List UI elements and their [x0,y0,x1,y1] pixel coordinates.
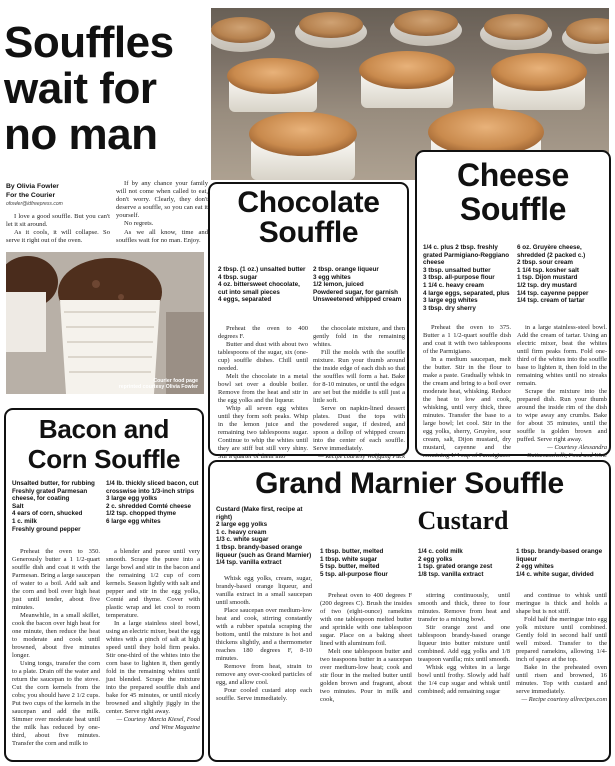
ingredient: 6 oz. Gruyère cheese, shredded (2 packed c.) [517,244,586,259]
instruction: and continue to whisk until meringue is thick and holds a shape but is not stiff. [516,592,607,616]
ingredient: 2 c. shredded Comté cheese [106,502,192,510]
ingredient: 1/4 c. plus 2 tbsp. freshly grated Parmigiano-Reggiano cheese [423,244,510,267]
intro-paragraph: No regrets. [124,220,154,228]
instruction: Using tongs, transfer the corn to a plate. Drain off the water and return the saucepan to the stove. Cut the corn kernels from the cobs; you should have 2 1/2 cups. Put two cups of the kernels in the saucepan and add the milk. Simmer over moderate heat until the milk has reduced by one-third, about five minutes. Transfer the corn and milk to [12,660,100,747]
custard-subtitle: Custard [417,506,509,535]
ingredient: 1/4 tsp. cream of tartar [517,297,585,305]
instruction: Bake in the preheated oven until risen and browned, 16 minutes. Top with custard and serve immediately. [516,664,607,696]
ingredient: 2 tbsp. sour cream [517,259,573,267]
custard-ingredients [216,506,312,567]
recipe-credit: — Courtesy Marcia Kiesel, Food and Wine Magazine [116,716,200,731]
column-4-instructions [516,592,607,704]
chocolate-souffle-illustration [6,252,204,394]
photo-caption-line: Courier food page [153,377,198,384]
title-line: Souffle [459,191,567,227]
ingredient: Custard (Make first, recipe at right) [216,506,303,521]
headline-line: Souffles [4,18,174,67]
instruction: Preheat the oven to 350. Generously butter a 1 1/2-quart souffle dish and coat it with the Parmesan. Bring a large saucepan of water to a boil. Add salt and the corn and boil over high heat just until tender, about five minutes. [12,548,100,611]
bacon-title [6,414,202,474]
ingredient: 2 tbsp. (1 oz.) unsalted butter [218,266,306,273]
ingredient: 1/3 c. white sugar [216,536,269,544]
instruction: Pour cooled custard atop each souffle. Serve immediately. [216,686,312,702]
bacon-instructions-right [106,548,200,732]
ingredient: 5 tsp. all-purpose flour [320,570,388,578]
ingredient: 5 tsp. butter, melted [320,563,380,571]
recipe-credit: — Recipe courtesy allrecipes.com [521,696,607,704]
chocolate-instructions-left [218,325,308,461]
ingredient: Powdered sugar, for garnish [313,288,399,296]
byline-author: By Olivia Fowler [6,183,59,190]
ingredient: 2 egg yolks [418,555,453,563]
bacon-corn-souffle-box [4,408,204,762]
intro-paragraph: I love a good souffle. But you can't let it sit around. [6,213,110,229]
instruction: Remove from heat, strain to remove any over-cooked particles of egg, and allow cool. [216,662,312,686]
ingredient: 1/4 tsp. cayenne pepper [517,289,589,297]
cheese-instructions-right [517,324,607,468]
bacon-ingredients-left [12,480,100,533]
instruction: Melt one tablespoon butter and two teaspoons butter in a saucepan over medium-low heat; cook and stir flour in the melted butter until golden brown and fragrant, about two minutes. Pour in milk and cook, [320,648,412,704]
ingredient: 3 large egg yolks [106,495,158,503]
instruction: Stir orange zest and one tablespoon brandy-based orange liqueur into butter mixture until combined. Add egg yolks and 1/8 teaspoon vanilla; mix until smooth. [418,624,510,664]
custard-column [216,506,312,703]
ingredient: 1 1/4 c. heavy cream [423,281,484,289]
ingredient: 2 large egg yolks [216,521,268,529]
title-line: Souffle [258,216,359,249]
chocolate-souffle-photo [6,252,204,394]
instruction: in a large stainless-steel bowl. Add the cream of tartar. Using an electric mixer, beat the whites until firm peaks form. Fold one-third of the whites into the souffle base to lighten it, then fold in the remaining whites until no streaks remain. [517,324,607,387]
photo-caption-line: reprinted courtesy Olivia Fowler [118,383,198,390]
souffle-column-3 [418,548,510,696]
ingredient: 1 tbsp. white sugar [320,555,378,563]
byline-org: For the Courier [6,191,56,199]
column-2-ingredients [320,548,412,578]
instruction: the chocolate mixture, and then gently fold in the remaining whites. [313,325,405,348]
ingredient: 4 large eggs, separated, plus 3 large egg whites [423,289,510,305]
instruction: a blender and puree until very smooth. Scrape the puree into a large bowl and stir in the bacon and the remaining 1/2 cup of corn kernels. Season lightly with salt and pepper and stir in the egg yolks, Comté and thyme. Cover with plastic wrap and let cool to room temperature. [106,548,200,619]
recipe-credit: — Courtesy Alessandra Gattamaschelli, Food and Wine [526,444,607,459]
ingredient: Unsweetened whipped cream [313,296,402,304]
ingredient: Freshly grated Parmesan cheese, for coating [12,487,88,503]
ingredient: 1 tbsp. butter, melted [320,548,384,555]
ingredient: 1 1/4 tsp. kosher salt [517,266,579,274]
column-2-instructions [320,592,412,704]
ingredient: 1/2 lemon, juiced [313,281,364,289]
title-line: Bacon and [38,414,170,444]
chocolate-instructions-right [313,325,405,461]
instruction: Serve on napkin-lined dessert plates. Dust the tops with powdered sugar, if desired, and spoon a dollop of whipped cream into the center of each souffle. Serve immediately. [313,405,405,452]
ingredient: 3 egg whites [313,273,351,281]
instruction: Fill the molds with the souffle mixture. Run your thumb around the inside edge of each dish so that the souffles will form a hat. Bake for 8-10 minutes, or until the edges are set but the middle is still just a little soft. [313,349,405,404]
grand-marnier-title: Grand Marnier Souffle [255,467,564,500]
instruction: Preheat oven to 400 degrees F (200 degrees C). Brush the insides of two (eight-ounce) ramekins with one tablespoon melted butter and sprinkle with one tablespoon sugar. Place on a baking sheet lined with aluminum foil. [320,592,412,648]
chocolate-title [210,188,407,248]
cheese-instructions-left [423,324,511,468]
ingredient: 6 large egg whites [106,517,161,525]
instruction: Preheat the oven to 375. Butter a 1 1/2-quart souffle dish and coat it with two tablespoons of the Parmigiano. [423,324,511,355]
instruction: Meanwhile, in a small skillet, cook the bacon over high heat for one minute, then reduce the heat to moderate and cook until browned, about five minutes longer. [12,612,100,659]
ingredient: 2 egg whites [516,563,554,571]
ingredient: 1/4 c. cold milk [418,548,463,555]
ingredient: 4 ears of corn, shucked [12,510,83,518]
bacon-ingredients-right [106,480,200,526]
title-line: Corn Souffle [27,444,181,474]
instruction: Scrape the mixture into the prepared dish. Run your thumb around the inside rim of the dish to wipe away any crumbs. Bake for about 35 minutes, until the souffle is golden brown and puffed. Serve right away. [517,388,607,443]
instruction: stirring continuously, until smooth and thick, three to four minutes. Remove from heat and transfer to a mixing bowl. [418,592,510,624]
ingredient: Unsalted butter, for rubbing [12,480,95,487]
grand-marnier-souffle-box [208,460,611,762]
byline [6,183,116,209]
chocolate-ingredients-left [218,266,308,304]
headline-line: no man [4,110,158,159]
ingredient: 4 eggs, separated [218,296,272,304]
ingredient: 1 c. milk [12,517,37,525]
intro-paragraph: As we all know, time and souffles wait for no man. Enjoy. [116,228,208,244]
cheese-ingredients-left [423,244,511,312]
ingredient: 1 tsp. Dijon mustard [517,274,578,282]
column-3-instructions [418,592,510,696]
souffle-column-4 [516,548,607,704]
ingredient: 1/4 c. white sugar, divided [516,570,594,578]
intro-left [6,213,110,245]
cheese-ingredients-right [517,244,607,305]
bacon-instructions-left [12,548,100,748]
ingredient: 1/2 tsp. chopped thyme [106,510,176,518]
chocolate-souffle-box [208,182,409,460]
instruction: In a medium saucepan, melt the butter. Stir in the flour to make a paste. Gradually whisk in the cream and bring to a boil over moderate heat, whisking. Reduce the heat to low and cook, whisking, until very thick, three minutes. Transfer the base to a large bowl; let cool. Stir in the egg yolks, sherry, Gruyère, sour cream, salt, Dijon mustard, dry mustard, cayenne and the remaining 1/4 cup of Parmigiano. [423,356,511,459]
byline-email: ofowler@idfreepress.com [6,201,63,207]
ingredient: 4 oz. bittersweet chocolate, cut into small pieces [218,281,300,296]
ingredient: 1 tbsp. brandy-based orange liqueur [516,548,603,563]
instruction: Whip all seven egg whites until they form soft peaks. Whip in the lemon juice and the remaining two tablespoons sugar. Continue to whip the whites until they are stiff but still very shiny. Stir a quarter of them into [218,405,308,460]
instruction: Fold half the meringue into egg yolk mixture until combined. Gently fold in second half until well mixed. Transfer to the prepared ramekins, allowing 1/4-inch of space at the top. [516,616,607,664]
ingredient: 1/8 tsp. vanilla extract [418,570,484,578]
cheese-title [417,158,609,226]
title-line: Cheese [456,157,570,193]
chocolate-ingredients-right [313,266,405,304]
instruction: In a large stainless steel bowl, using an electric mixer, beat the egg whites with a pinch of salt at high speed until they hold firm peaks. Stir one-third of the whites into the corn base to lighten it, then gently fold in the remaining whites until just blended. Scrape the mixture into the prepared souffle dish and bake for 45 minutes, or until nicely browned and slightly jiggly in the center. Serve right away. [106,620,200,715]
instruction: Whisk egg yolks, cream, sugar, brandy-based orange liqueur, and vanilla extract in a small saucepan until smooth. [216,574,312,606]
recipe-credit: — Recipe courtesy Wolfgang Puck [318,453,405,460]
ingredient: Salt [12,502,24,510]
intro-paragraph: As it cools, it will collapse. So serve it right out of the oven. [6,229,110,245]
souffle-column-2 [320,548,412,704]
ingredient: 1/4 lb. thickly sliced bacon, cut crosswise into 1/3-inch strips [106,480,199,495]
column-4-ingredients [516,548,607,578]
instruction: Melt the chocolate in a metal bowl set over a double boiler. Remove from the heat and stir in the egg yolks and the liqueur. [218,373,308,404]
instruction: Butter and dust with about two tablespoons of the sugar, six (one-cup) souffle dishes. Chill until needed. [218,341,308,372]
cheese-souffle-box [415,150,611,459]
ingredient: 1/2 tsp. dry mustard [517,281,577,289]
ingredient: 4 tbsp. sugar [218,273,258,281]
column-3-ingredients [418,548,510,578]
headline-line: wait for [4,64,157,113]
intro-paragraph: If by any chance your family will not come when called to eat, don't worry. Clearly, they don't deserve a souffle, so you can eat it yourself. [116,180,208,220]
photo-caption [119,378,198,390]
ingredient: 2 tbsp. orange liqueur [313,266,379,273]
ingredient: 3 tbsp. unsalted butter [423,266,491,274]
custard-instructions [216,575,312,703]
instruction: Place saucepan over medium-low heat and cook, stirring constantly with a rubber spatula scraping the bottom, until the mixture is hot and thickens slightly, and a thermometer reaches 180 degrees F, 8-10 minutes. [216,606,312,662]
instruction: Preheat the oven to 400 degrees F. [218,325,308,340]
ingredient: 1/4 tsp. vanilla extract [216,559,282,567]
ingredient: Freshly ground pepper [12,525,81,533]
ingredient: 3 tbsp. dry sherry [423,304,476,312]
title-line: Chocolate [237,186,380,219]
intro-right [116,180,208,245]
ingredient: 1 c. heavy cream [216,528,267,536]
ingredient: 3 tbsp. all-purpose flour [423,274,495,282]
instruction: Whisk egg whites in a large bowl until frothy. Slowly add half the 1/4 cup sugar and whisk until combined; add remaining sugar [418,664,510,696]
headline [4,20,209,158]
ingredient: 1 tsp. grated orange zest [418,563,493,571]
ingredient: 1 tbsp. brandy-based orange liqueur (such as Grand Marnier) [216,543,312,559]
